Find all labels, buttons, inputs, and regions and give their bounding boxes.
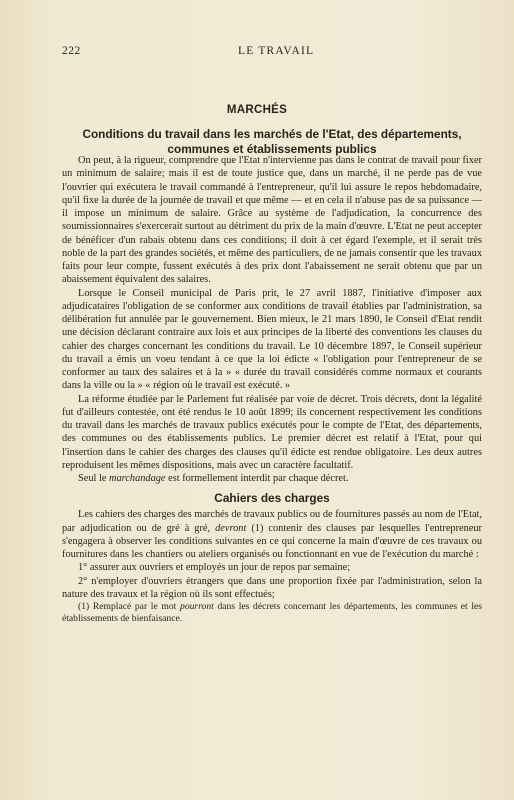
text-run: (1) contenir des clauses par lesquelles l'entrepreneur s'engagera à observer les conditions suivantes en ce qui concerne la main d'œuvre de ces travaux ou fournitures dans les chantiers ou ateliers organisés ou fonctionnant en vue de l'exécution du marché : xyxy=(62,522,482,560)
running-title: LE TRAVAIL xyxy=(238,45,315,57)
page-number: 222 xyxy=(62,45,81,57)
text-run: (1) Remplacé par le mot xyxy=(78,601,181,612)
section-title: MARCHÉS xyxy=(226,104,288,116)
paragraph: Lorsque le Conseil municipal de Paris prit, le 27 avril 1887, l'initiative d'imposer aux adjudicataires l'obligation de se conformer aux conditions de travail établies par l'administration, sa délibération fut annulée par le gouvernement. Bien mieux, le 21 mars 1890, le Conseil d'Etat rendit une décision déclarant contraire aux lois et aux principes de la liberté des conventions les clauses du cahier des charges concernant les conditions du travail. Le 10 décembre 1897, le Conseil supérieur du travail a émis un voeu tendant à ce que la loi édicte « l'obligation pour l'entrepreneur de se conformer au taux des salaires et à la » « durée du travail considérés comme normaux et courants dans la ville ou la » « région où le travail est exécuté. » xyxy=(62,287,482,392)
text-run: est formellement interdit par chaque décret. xyxy=(165,473,349,484)
paragraph xyxy=(62,508,482,561)
text-run: dans les décrets concernant les départements, les communes et les établissements de bienfaisance. xyxy=(62,601,482,624)
text-run: Seul le xyxy=(78,473,110,484)
body-text xyxy=(62,154,482,625)
paragraph: On peut, à la rigueur, comprendre que l'Etat n'intervienne pas dans le contrat de travail pour fixer un minimum de salaire; mais il est de toute justice que, dans un marché, il ne perde pas de vue l'ouvrier qui exécutera le travail commandé à l'entrepreneur, qu'il lui assure le repos hebdomadaire, qu'il fixe la durée de la journée de travail et que même — et en cela il n'abuse pas de sa puissance — il impose un minimum de salaire. Grâce au système de l'adjudication, la concurrence des soumissionnaires s'exercerait surtout au détriment du prix de la main d'œuvre. L'Etat ne peut accepter de bénéficer d'un rabais obtenu dans ces conditions; il doit à cet égard l'exemple, et il serait très noble de la part des grandes sociétés, et même des particuliers, de ne jamais consentir que les travaux faits pour leur compte, fussent exécutés à des prix dont l'abaissement ne serait obtenu que par un abaissement équivalent des salaires. xyxy=(62,155,482,286)
subheading-conditions-du-travail: Conditions du travail dans les marchés de l'Etat, des départements, communes et établissements publics xyxy=(82,127,462,156)
paragraph xyxy=(62,472,482,485)
subheading-cahiers-des-charges: Cahiers des charges xyxy=(214,491,330,506)
paragraph: La réforme étudiée par le Parlement fut réalisée par voie de décret. Trois décrets, dont la légalité fut d'ailleurs contestée, ont été rendus le 10 août 1899; ils concernent respectivement les conditions du travail dans les marchés de travaux publics exécutés pour le compte de l'Etat, des départements, des communes ou des établissements publics. Le premier décret est relatif à l'Etat, pour qui l'insertion dans le cahier des charges des clauses qu'il édicte est rendue obligatoire. Les deux autres reproduisent les mêmes dispositions, mais avec un caractère facultatif. xyxy=(62,393,482,471)
italic-term: pourront xyxy=(180,601,214,612)
italic-term: devront xyxy=(215,522,247,534)
footnote xyxy=(62,601,482,625)
text-run: Les cahiers des charges des marchés de travaux publics ou de fournitures passés au nom de l'Etat, par adjudication ou de gré à gré, xyxy=(62,509,482,534)
list-item: 2° n'employer d'ouvriers étrangers que dans une proportion fixée par l'administration, selon la nature des travaux et la région où ils sont effectués; xyxy=(62,575,482,600)
italic-term: marchandage xyxy=(109,473,166,484)
list-item: 1° assurer aux ouvriers et employés un jour de repos par semaine; xyxy=(78,562,351,574)
